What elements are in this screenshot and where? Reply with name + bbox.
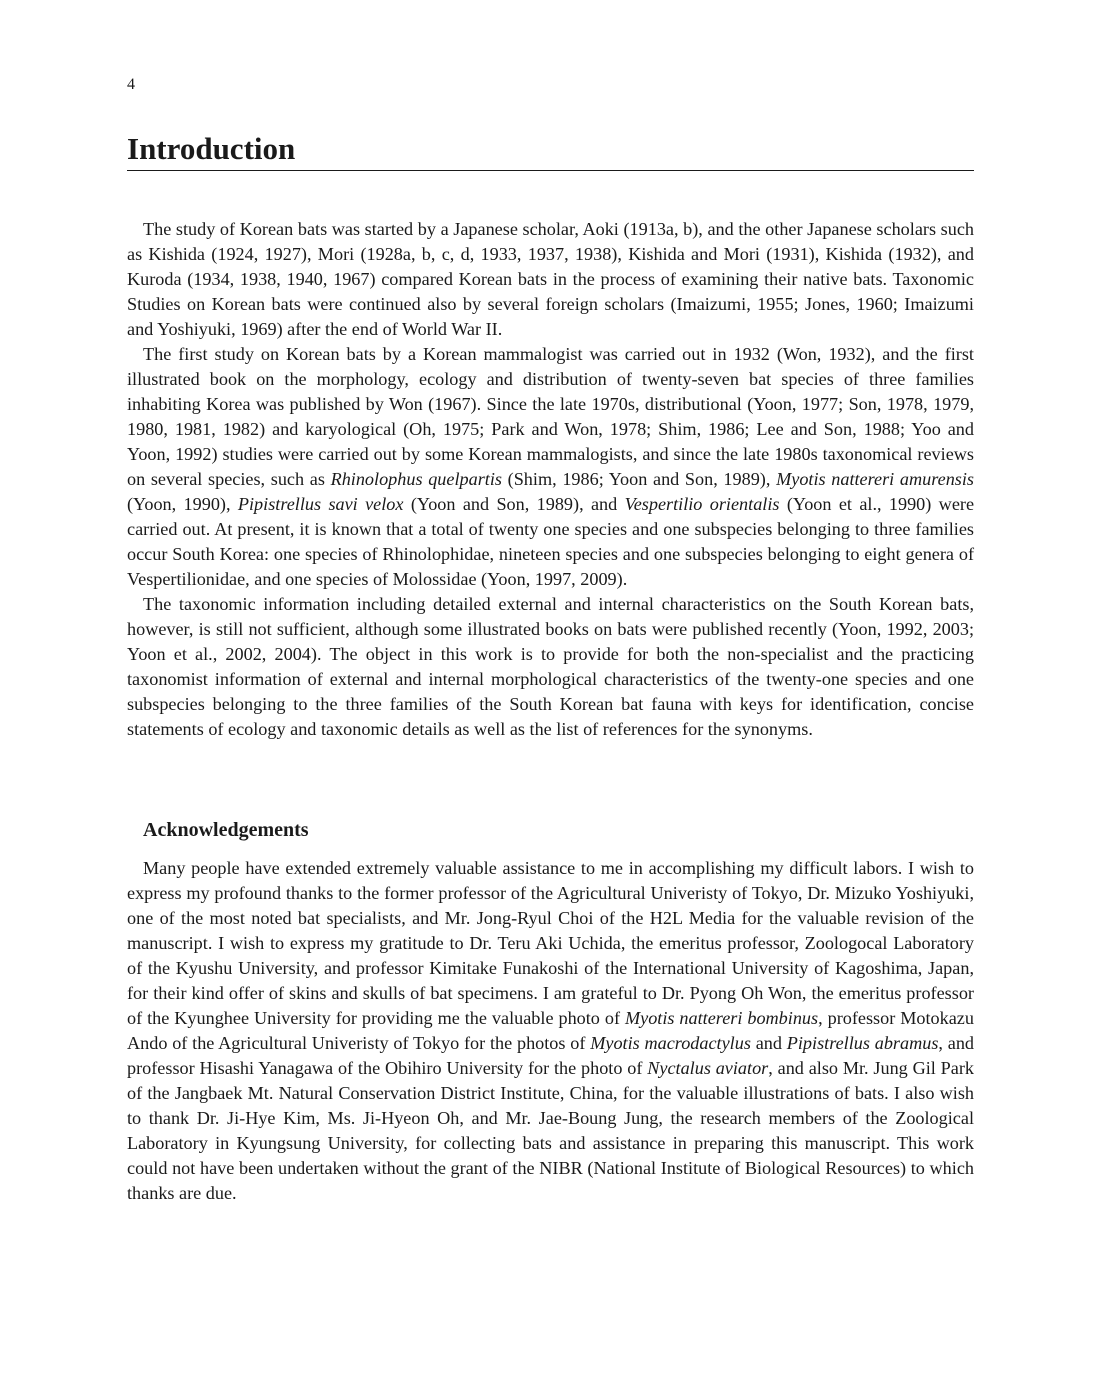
- species-name: Myotis macrodactylus: [590, 1033, 751, 1053]
- intro-paragraph-1: The study of Korean bats was started by a Japanese scholar, Aoki (1913a, b), and the other Japanese scholars such as Kishida (1924, 1927), Mori (1928a, b, c, d, 1933, 1937, 1938), Kishida and Mori (1931), Kishida (1932), and Kuroda (1934, 1938, 1940, 1967) compared Korean bats in the process of examining their native bats. Taxonomic Studies on Korean bats were continued also by several foreign scholars (Imaizumi, 1955; Jones, 1960; Imaizumi and Yoshiyuki, 1969) after the end of World War II.: [127, 219, 974, 339]
- species-name: Pipistrellus abramus: [786, 1033, 939, 1053]
- text-run: , and also Mr. Jung Gil Park of the Jangbaek Mt. Natural Conservation District Institute, China, for the valuable illustrations of bats. I also wish to thank Dr. Ji-Hye Kim, Ms. Ji-Hyeon Oh, and Mr. Jae-Boung Jung, the research members of the Zoological Laboratory in Kyungsung University, for collecting bats and assistance in preparing this manuscript. This work could not have been undertaken without the grant of the NIBR (National Institute of Biological Resources) to which thanks are due.: [127, 1058, 974, 1203]
- chapter-title: Introduction: [127, 131, 296, 166]
- species-name: Myotis nattereri bombinus: [624, 1008, 819, 1028]
- text-run: and: [750, 1033, 787, 1053]
- acknowledgements-paragraph: [127, 856, 974, 1206]
- text-run: (Yoon, 1990),: [127, 494, 238, 514]
- title-rule: [127, 170, 974, 171]
- intro-paragraph-2: [127, 342, 974, 592]
- text-run: (Yoon et al., 1990) were carried out. At present, it is known that a total of twenty one species and one subspecies belonging to three families occur South Korea: one species of Rhinolophidae, nineteen species and one subspecies belonging to eight genera of Vespertilionidae, and one species of Molossidae (Yoon, 1997, 2009).: [127, 494, 975, 589]
- species-name: Nyctalus aviator: [647, 1058, 769, 1078]
- text-run: , professor Motokazu Ando of the Agricultural Univeristy of Tokyo for the photos of: [127, 1008, 974, 1053]
- text-run: (Yoon and Son, 1989), and: [403, 494, 625, 514]
- acknowledgements-body: [127, 856, 974, 1206]
- text-run: (Shim, 1986; Yoon and Son, 1989),: [501, 469, 777, 489]
- text-run: Many people have extended extremely valuable assistance to me in accomplishing my difficult labors. I wish to express my profound thanks to the former professor of the Agricultural Univeristy of Tokyo, Dr. Mizuko Yoshiyuki, one of the most noted bat specialists, and Mr. Jong-Ryul Choi of the H2L Media for the valuable revision of the manuscript. I wish to express my gratitude to Dr. Teru Aki Uchida, the emeritus professor, Zoologocal Laboratory of the Kyushu University, and professor Kimitake Funakoshi of the International University of Kagoshima, Japan, for their kind offer of skins and skulls of bat specimens. I am grateful to Dr. Pyong Oh Won, the emeritus professor of the Kyunghee University for providing me the valuable photo of: [127, 858, 974, 1028]
- species-name: Myotis nattereri amurensis: [776, 469, 974, 489]
- introduction-body: [127, 217, 974, 742]
- species-name: Rhinolophus quelpartis: [330, 469, 502, 489]
- acknowledgements-heading: Acknowledgements: [143, 819, 309, 841]
- text-run: The first study on Korean bats by a Korean mammalogist was carried out in 1932 (Won, 1932), and the first illustrated book on the morphology, ecology and distribution of twenty-seven bat species of three families inhabiting Korea was published by Won (1967). Since the late 1970s, distributional (Yoon, 1977; Son, 1978, 1979, 1980, 1981, 1982) and karyological (Oh, 1975; Park and Won, 1978; Shim, 1986; Lee and Son, 1988; Yoo and Yoon, 1992) studies were carried out by some Korean mammalogists, and since the late 1980s taxonomical reviews on several species, such as: [127, 344, 974, 489]
- intro-paragraph-3: The taxonomic information including detailed external and internal characteristics on the South Korean bats, however, is still not sufficient, although some illustrated books on bats were published recently (Yoon, 1992, 2003; Yoon et al., 2002, 2004). The object in this work is to provide for both the non-specialist and the practicing taxonomist information of external and internal morphological characteristics of the twenty-one species and one subspecies belonging to the three families of the South Korean bat fauna with keys for identification, concise statements of ecology and taxonomic details as well as the list of references for the synonyms.: [127, 594, 974, 739]
- species-name: Pipistrellus savi velox: [237, 494, 404, 514]
- species-name: Vespertilio orientalis: [624, 494, 780, 514]
- text-run: , and professor Hisashi Yanagawa of the Obihiro University for the photo of: [127, 1033, 975, 1078]
- page-number: 4: [127, 76, 135, 93]
